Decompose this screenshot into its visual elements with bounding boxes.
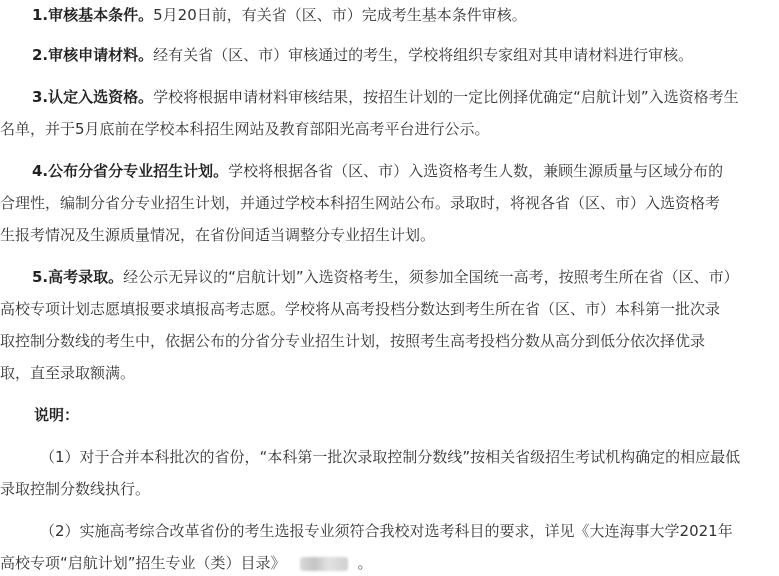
item-5-line-1 bbox=[32, 267, 739, 287]
note-1-line-1: （1）对于合并本科批次的省份，“本科第一批次录取控制分数线”按相关省级招生考试机构确定的相应最低 bbox=[40, 448, 741, 466]
note-heading: 说明： bbox=[34, 406, 80, 424]
item-3-line-1 bbox=[32, 87, 739, 107]
redacted-link bbox=[300, 557, 348, 571]
item-1-heading: 1.审核基本条件。 bbox=[32, 6, 154, 24]
note-2-text-2: 高校专项“启航计划”招生专业（类）目录》 bbox=[0, 554, 286, 572]
item-4-text-1: 学校将根据各省（区、市）入选资格考生人数，兼顾生源质量与区域分布的 bbox=[228, 162, 724, 180]
item-1-line-1 bbox=[32, 5, 527, 25]
item-2-text: 经有关省（区、市）审核通过的考生，学校将组织专家组对其申请材料进行审核。 bbox=[153, 46, 694, 64]
item-4-line-1 bbox=[32, 161, 723, 181]
item-3-heading: 3.认定入选资格。 bbox=[32, 88, 154, 106]
item-5-text-1: 经公示无异议的“启航计划”入选资格考生，须参加全国统一高考，按照考生所在省（区、市） bbox=[123, 268, 739, 286]
item-3-line-2: 名单，并于5月底前在学校本科招生网站及教育部阳光高考平台进行公示。 bbox=[0, 120, 490, 138]
item-4-line-3: 生报考情况及生源质量情况，在省份间适当调整分专业招生计划。 bbox=[0, 226, 436, 244]
item-5-line-3: 取控制分数线的考生中，依据公布的分省分专业招生计划，按照考生高考投档分数从高分到低分依次择优录 bbox=[0, 332, 706, 350]
item-4-heading: 4.公布分省分专业招生计划。 bbox=[32, 162, 229, 180]
item-1-text: 5月20日前，有关省（区、市）完成考生基本条件审核。 bbox=[153, 6, 527, 24]
item-3-text-1: 学校将根据申请材料审核结果，按招生计划的一定比例择优确定“启航计划”入选资格考生 bbox=[153, 88, 739, 106]
item-2-heading: 2.审核申请材料。 bbox=[32, 46, 154, 64]
item-5-heading: 5.高考录取。 bbox=[32, 268, 124, 286]
item-5-line-4: 取，直至录取额满。 bbox=[0, 364, 136, 382]
item-4-line-2: 合理性，编制分省分专业招生计划，并通过学校本科招生网站公布。录取时，将视各省（区、市）入选资格考 bbox=[0, 194, 721, 212]
item-5-line-2: 高校专项计划志愿填报要求填报高考志愿。学校将从高考投档分数达到考生所在省（区、市）本科第一批次录 bbox=[0, 300, 721, 318]
note-1-line-2: 录取控制分数线执行。 bbox=[0, 480, 151, 498]
note-2-line-1: （2）实施高考综合改革省份的考生选报专业须符合我校对选考科目的要求，详见《大连海事大学2021年 bbox=[40, 522, 733, 540]
note-2-line-2 bbox=[0, 553, 373, 573]
note-2-trailing: 。 bbox=[357, 554, 373, 572]
item-2-line-1 bbox=[32, 45, 693, 65]
